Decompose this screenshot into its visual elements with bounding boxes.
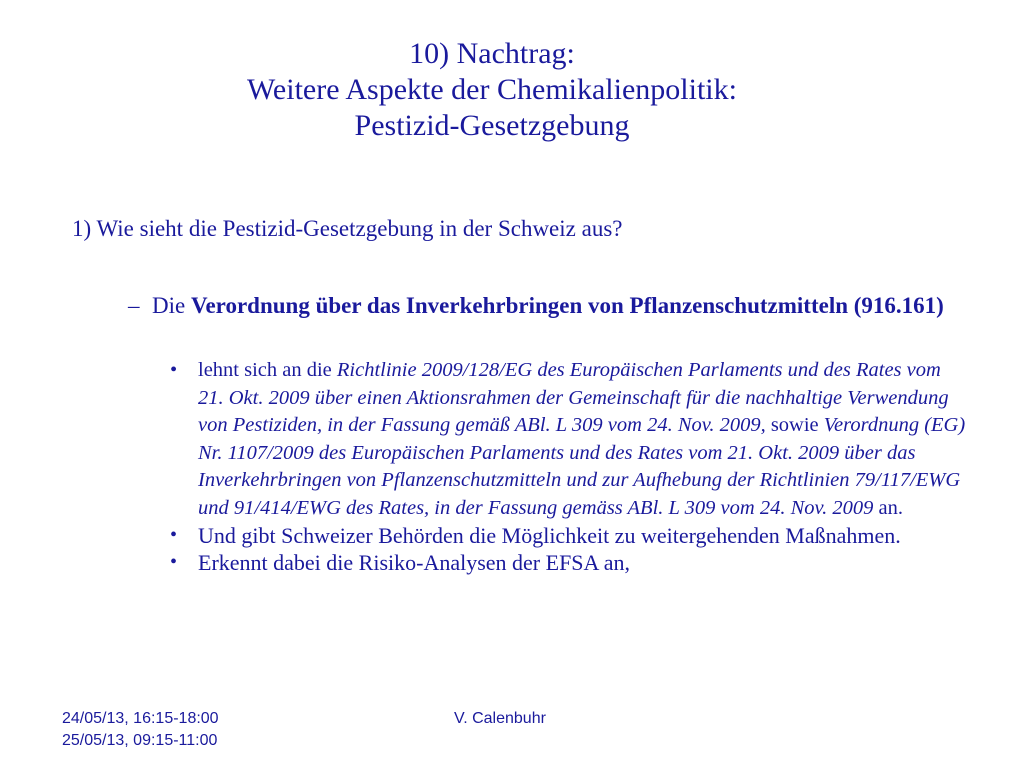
bullet-dot-icon: • xyxy=(170,359,178,381)
bullet-item-efsa xyxy=(170,549,970,576)
regulation-reference: Verordnung (EG) Nr. 1107/2009 des Europäischen Parlaments und des Rates vom 21. Okt. 2009 über das Inverkehrbringen von Pflanzenschutzmitteln und zur Aufhebung der Richtlinien 79/117/EWG und 91/414/EWG des Rates, in der Fassung gemäss ABl. L 309 vom 24. Nov. 2009 xyxy=(198,414,966,519)
title-line-2: Weitere Aspekte der Chemikalienpolitik: xyxy=(247,73,737,106)
footer-date-2: 25/05/13, 09:15-11:00 xyxy=(62,732,218,749)
ordinance-title: Verordnung über das Inverkehrbringen von Pflanzenschutzmitteln (916.161) xyxy=(190,293,944,318)
title-line-3: Pestizid-Gesetzgebung xyxy=(354,109,630,142)
bullet-item-directive xyxy=(170,357,970,522)
slide-title xyxy=(0,36,984,144)
bullet-list xyxy=(170,357,970,576)
bullet-dot-icon: • xyxy=(170,524,178,546)
bullet-text-1b: sowie xyxy=(765,414,824,436)
bullet-dot-icon: • xyxy=(170,551,178,573)
footer-author: V. Calenbuhr xyxy=(454,710,546,727)
dash-marker: – xyxy=(128,293,140,318)
dash-text xyxy=(152,291,972,320)
title-line-1: 10) Nachtrag: xyxy=(409,37,575,70)
dash-prefix: Die xyxy=(152,293,191,318)
bullet-text-1c: an. xyxy=(873,496,903,519)
question-heading: 1) Wie sieht die Pestizid-Gesetzgebung in der Schweiz aus? xyxy=(72,216,623,241)
bullet-text-3: Erkennt dabei die Risiko-Analysen der EFSA an, xyxy=(198,550,630,575)
bullet-text-2: Und gibt Schweizer Behörden die Möglichkeit zu weitergehenden Maßnahmen. xyxy=(198,523,901,548)
footer-date-1: 24/05/13, 16:15-18:00 xyxy=(62,710,219,727)
footer-dates xyxy=(62,708,219,752)
bullet-text-1a: lehnt sich an die xyxy=(198,359,337,381)
bullet-item-authorities xyxy=(170,522,970,549)
directive-reference: Richtlinie 2009/128/EG des Europäischen Parlaments und des Rates vom 21. Okt. 2009 über einen Aktionsrahmen der Gemeinschaft für die nachhaltige Verwendung von Pestiziden, in der Fassung gemäß ABl. L 309 vom 24. Nov. 2009, xyxy=(198,359,949,436)
